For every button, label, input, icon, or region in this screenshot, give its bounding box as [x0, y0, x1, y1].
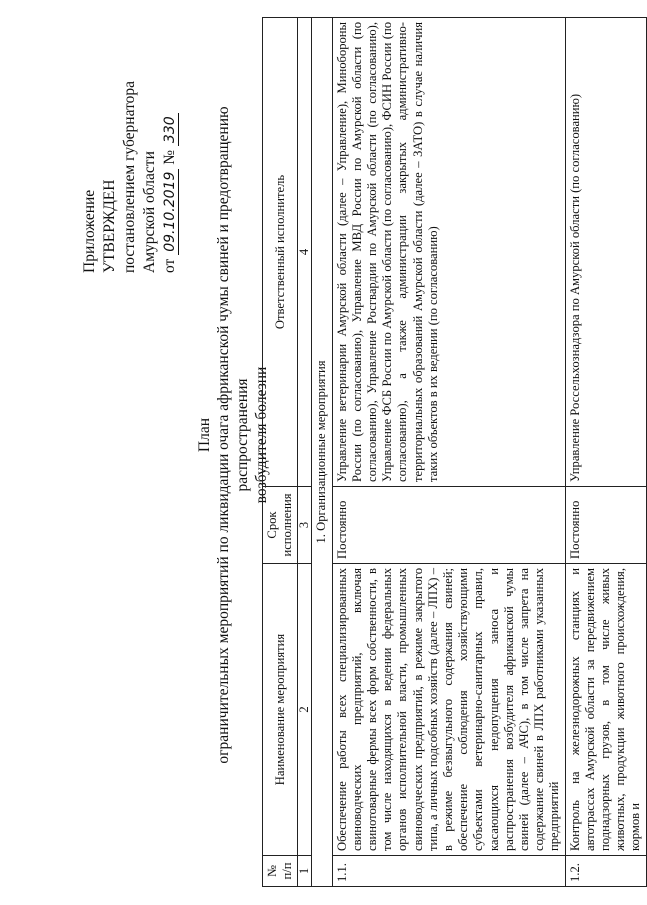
title-line-3: возбудителя болезни — [253, 366, 270, 504]
section-title: 1. Организационные мероприятия — [312, 18, 332, 887]
approved-label: УТВЕРЖДЕН — [101, 179, 118, 273]
title-line-2: ограничительных мероприятий по ликвидации очага африканской чумы свиней и предотвращению распространения — [215, 106, 251, 764]
handwritten-number: 330 — [162, 113, 179, 146]
column-number: 2 — [298, 564, 312, 856]
row-number: 1.1. — [332, 856, 565, 887]
row-term: Постоянно — [332, 487, 565, 564]
row-executor: Управление ветеринарии Амурской области (далее – Управление), Минобороны России (по согласованию), Управление МВД России по Амурской области (по согласованию), Управление Росгвардии по Амурской области (по согласованию), Управление ФСБ России по Амурской области (по согласованию), ФСИН России (по согласованию), а также администрации закрытых административно-территориальных образований Амурской области (далее – ЗАТО) в случае наличия таких объектов в их ведении (по согласованию) — [332, 18, 565, 487]
row-executor: Управление Россельхознадзора по Амурской области (по согласованию) — [565, 18, 646, 487]
table-row — [332, 18, 565, 887]
date-prefix: от — [161, 258, 178, 273]
table-header-row — [263, 18, 298, 887]
row-number: 1.2. — [565, 856, 646, 887]
section-row — [312, 18, 332, 887]
table-row — [565, 18, 646, 887]
header-executor: Ответственный исполнитель — [263, 18, 298, 487]
header-name: Наименование мероприятия — [263, 564, 298, 856]
column-number-row — [298, 18, 312, 887]
row-name: Обеспечение работы всех специализированных свиноводческих предприятий, включая свинотоварные фермы всех форм собственности, в том числе находящихся в ведении федеральных органов исполнительной власти, промышленных свиноводческих предприятий, в режиме закрытого типа, а личных подсобных хозяйств (далее – ЛПХ) – в режиме безвыгульного содержания свиней; обеспечение соблюдения хозяйствующими субъектами ветеринарно-санитарных правил, касающихся недопущения заноса и распространения возбудителя африканской чумы свиней (далее – АЧС), в том числе запрета на содержание свиней в ЛПХ работниками указанных предприятий — [332, 564, 565, 856]
approval-authority: постановлением губернатора — [121, 80, 138, 273]
column-number: 4 — [298, 18, 312, 487]
number-prefix: № — [161, 149, 178, 165]
plan-table — [262, 17, 647, 887]
handwritten-date: 09.10.2019 — [162, 169, 179, 255]
approval-block — [80, 81, 180, 273]
row-term: Постоянно — [565, 487, 646, 564]
row-name: Контроль на железнодорожных станциях и автотрассах Амурской области за передвижением поднадзорных грузов, в том числе живых животных, продукции животного происхождения, кормов и — [565, 564, 646, 856]
column-number: 3 — [298, 487, 312, 564]
approval-date-line — [160, 81, 180, 273]
document-title — [195, 85, 271, 785]
appendix-label: Приложение — [81, 189, 98, 273]
header-term: Срок исполнения — [263, 487, 298, 564]
approval-region: Амурской области — [141, 151, 158, 273]
column-number: 1 — [298, 856, 312, 887]
title-line-1: План — [196, 417, 213, 453]
header-number: № п/п — [263, 856, 298, 887]
